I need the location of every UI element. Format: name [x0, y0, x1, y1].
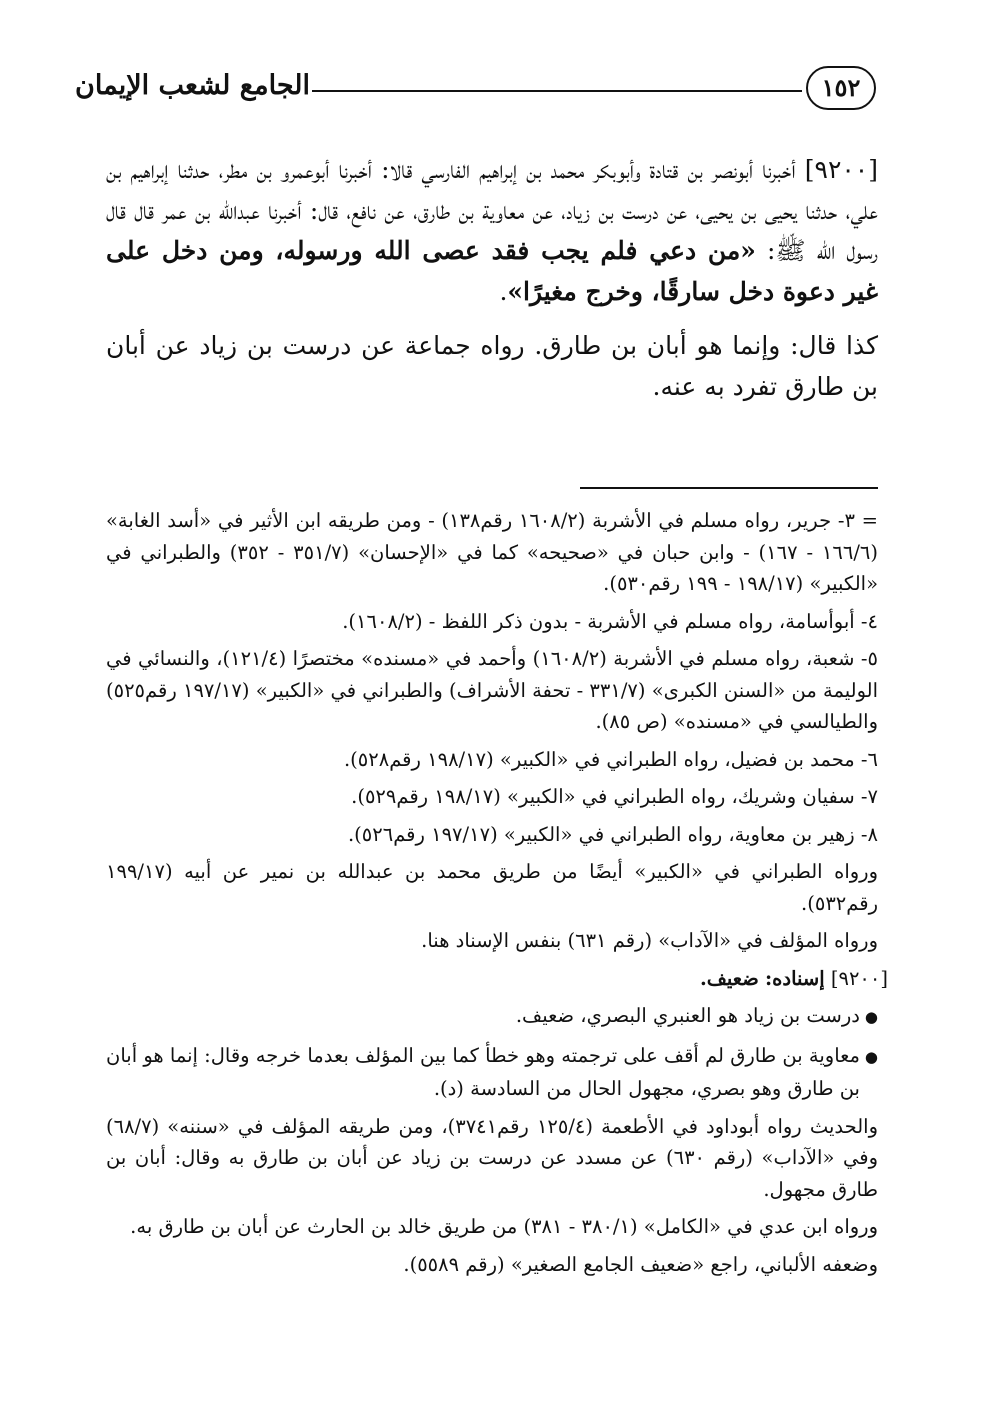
book-title: الجامع لشعب الإيمان — [75, 70, 310, 101]
header-rule — [312, 90, 802, 92]
footnote-abu-dawud: والحديث رواه أبوداود في الأطعمة (١٢٥/٤ رقم٣٧٤١)، ومن طريقه المؤلف في «سننه» (٦٨/٧) وفي «الآداب» (رقم ٦٣٠) عن مسدد عن درست بن زياد عن أبان بن طارق به وقال: أبان بن طارق مجهول. — [106, 1114, 878, 1201]
isnad-hadith-number: [٩٢٠٠] — [830, 966, 888, 990]
hadith-isnad: أخبرنا أبونصر بن قتادة وأبوبكر محمد بن إبراهيم الفارسي قالا: أخبرنا أبوعمرو بن مطر، حدثنا إبراهيم بن علي، حدثنا يحيى بن يحيى، عن درست بن زياد، عن معاوية بن طارق، عن نافع، قال: أخبرنا عبدالله بن عمر قال قال رسول الله ﷺ: — [106, 155, 878, 265]
hadith-paragraph — [106, 150, 878, 312]
hadith-end: . — [499, 276, 508, 306]
footnote-ibn-numayr: ورواه الطبراني في «الكبير» أيضًا من طريق محمد بن عبدالله بن نمير عن أبيه (١٩٩/١٧ رقم٥٣٢). — [106, 860, 878, 915]
footnotes — [106, 505, 888, 1286]
footnote-adab: ورواه المؤلف في «الآداب» (رقم ٦٣١) بنفس الإسناد هنا. — [421, 929, 878, 952]
footnote-jarir: = ٣- جرير، رواه مسلم في الأشربة (١٦٠٨/٢ رقم١٣٨) - ومن طريقه ابن الأثير في «أسد الغابة» (١٦٦/٦ - ١٦٧) - وابن حبان في «صحيحه» كما في «الإحسان» (٣٥١/٧ - ٣٥٢) والطبراني في «الكبير» (١٩٨/١٧ - ١٩٩ رقم٥٣٠). — [106, 509, 878, 595]
footnote-shuba: ٥- شعبة، رواه مسلم في الأشربة (١٦٠٨/٢) وأحمد في «مسنده» مختصرًا (١٢١/٤)، والنسائي في الوليمة من «السنن الكبرى» (٣٣١/٧ - تحفة الأشراف) والطبراني في «الكبير» (١٩٧/١٧ رقم٥٢٥) والطيالسي في «مسنده» (ص ٨٥). — [106, 647, 878, 733]
isnad-label: إسناده: — [764, 966, 825, 990]
hadith-matn: «من دعي فلم يجب فقد عصى الله ورسوله، ومن دخل على غير دعوة دخل سارقًا، وخرج مغيرًا» — [106, 236, 878, 306]
footnote-separator — [580, 487, 878, 489]
isnad-heading — [106, 963, 888, 995]
footnote-sufyan-sharik: ٧- سفيان وشريك، رواه الطبراني في «الكبير» (١٩٨/١٧ رقم٥٢٩). — [351, 785, 878, 808]
bullet-muawiya: ● معاوية بن طارق لم أقف على ترجمته وهو خطأ كما بين المؤلف بعدما خرجه وقال: إنما هو أبان بن طارق وهو بصري، مجهول الحال من السادسة (د). — [106, 1040, 878, 1105]
page-number: ١٥٢ — [806, 66, 876, 110]
footnote-zuhayr: ٨- زهير بن معاوية، رواه الطبراني في «الكبير» (١٩٧/١٧ رقم٥٢٦). — [347, 822, 878, 846]
footnote-abu-usama: ٤- أبوأسامة، رواه مسلم في الأشربة - بدون ذكر اللفظ - (١٦٠٨/٢). — [342, 609, 878, 633]
footnote-albani: وضعفه الألباني، راجع «ضعيف الجامع الصغير» (رقم ٥٥٨٩). — [403, 1252, 878, 1276]
bullet-darast: ● درست بن زياد هو العنبري البصري، ضعيف. — [106, 1000, 878, 1034]
isnad-verdict: ضعيف. — [699, 966, 759, 990]
main-text — [106, 150, 878, 416]
footnote-ibn-adi: ورواه ابن عدي في «الكامل» (٣٨٠/١ - ٣٨١) من طريق خالد بن الحارث عن أبان بن طارق به. — [130, 1215, 878, 1238]
author-note-paragraph: كذا قال: وإنما هو أبان بن طارق. رواه جماعة عن درست بن زياد عن أبان بن طارق تفرد به عنه. — [106, 331, 878, 401]
hadith-number: [٩٢٠٠] — [804, 155, 878, 184]
footnote-muhammad-bin-fudayl: ٦- محمد بن فضيل، رواه الطبراني في «الكبير» (١٩٨/١٧ رقم٥٢٨). — [343, 747, 878, 771]
page-header — [75, 62, 880, 122]
